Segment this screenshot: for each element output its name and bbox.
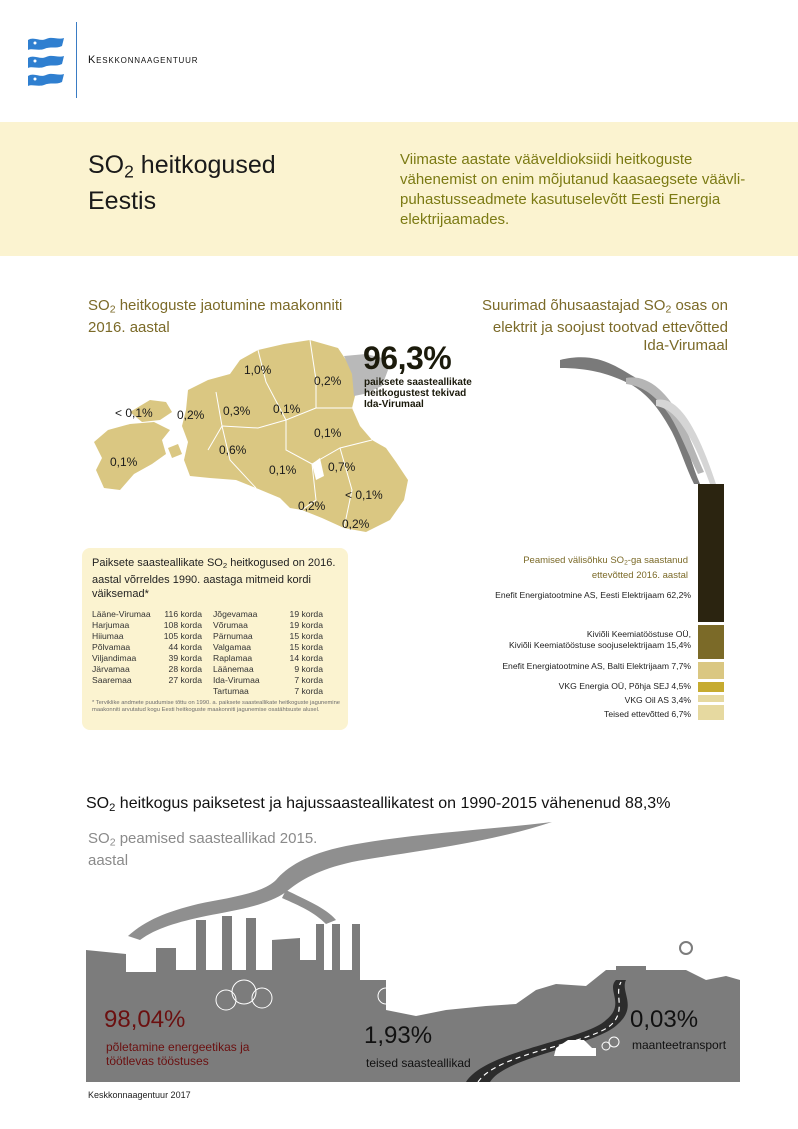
source-value: 98,04%: [104, 1006, 186, 1033]
comparison-row: Raplamaa 14 korda: [213, 653, 323, 663]
footer-credit: Keskkonnaagentuur 2017: [88, 1090, 191, 1100]
map-label: 0,2%: [342, 517, 370, 531]
map-label: 0,6%: [219, 443, 247, 457]
agency-name: Keskkonnaagentuur: [88, 54, 199, 66]
comparison-row: Järvamaa 28 korda: [92, 664, 202, 674]
intro-text: Viimaste aastate vääveldioksiidi heitkoguste vähenemist on enim mõjutanud kaasaegsete väävli-puhastusseadmete kasutuselevõtt Eesti Energia elektrijaamades.: [400, 151, 746, 228]
polluter-bar-segment: [698, 682, 724, 692]
comparison-row: Hiiumaa 105 korda: [92, 631, 202, 641]
map-label: 0,3%: [223, 404, 251, 418]
polluter-label: VKG Energia OÜ, Põhja SEJ 4,5%: [558, 681, 691, 691]
map-heading: $SO_2$ heitkoguste jaotumine maakonniti 2016. aastal: [88, 297, 343, 336]
map-label: 0,2%: [314, 374, 342, 388]
comparison-row: Läänemaa 9 korda: [213, 664, 323, 674]
comparison-row: Valgamaa 15 korda: [213, 642, 323, 652]
comparison-row: Jõgevamaa 19 korda: [213, 609, 323, 619]
comparison-row: Põlvamaa 44 korda: [92, 642, 202, 652]
map-label: 0,7%: [328, 460, 356, 474]
comparison-row: Tartumaa 7 korda: [213, 686, 323, 696]
chimney-smoke-illustration: [560, 350, 730, 490]
polluter-label: Enefit Energiatootmine AS, Balti Elektrijaam 7,7%: [502, 661, 691, 671]
source-label: maanteetransport: [632, 1038, 727, 1052]
estonian-lions-logo: [26, 34, 66, 88]
polluters-subheading: Peamised välisõhku $SO_2-ga$ saastanud ettevõtted 2016. aastal: [523, 555, 688, 581]
comparison-row: Pärnumaa 15 korda: [213, 631, 323, 641]
map-label: 0,2%: [298, 499, 326, 513]
source-value: 1,93%: [364, 1022, 433, 1049]
page-title: $SO_2$ heitkogused Eestis: [88, 151, 276, 216]
source-label: teised saasteallikad: [366, 1056, 471, 1070]
sources-title: $SO_2$ heitkogus paiksetest ja hajussaasteallikatest on 1990-2015 vähenenud 88,3%: [86, 795, 671, 814]
comparison-title: Paiksete saasteallikate $SO_2$ heitkogused on 2016. aastal võrreldes 1990. aastaga mitmeid kordi väiksemad*: [92, 557, 336, 600]
sources-heading: $SO_2$ peamised saasteallikad 2015. aastal: [88, 830, 318, 869]
ida-virumaa-caption: paiksete saasteallikate heitkogustest tekivad Ida-Virumaal: [364, 377, 472, 410]
polluter-label: VKG Oil AS 3,4%: [624, 695, 691, 705]
map-label: 0,1%: [269, 463, 297, 477]
map-label: 0,1%: [110, 455, 138, 469]
comparison-row: Ida-Virumaa 7 korda: [213, 675, 323, 685]
source-label: põletamine energeetikas ja töötlevas tööstuses: [106, 1040, 250, 1068]
polluter-label: Kiviõli Keemiatööstuse OÜ, Kiviõli Keemiatööstuse soojuselektrijaam 15,4%: [509, 629, 691, 650]
comparison-row: Lääne-Virumaa 116 korda: [92, 609, 202, 619]
polluter-bar-segment: [698, 662, 724, 679]
map-label: 0,1%: [273, 402, 301, 416]
polluter-bar-segment: [698, 695, 724, 703]
ida-virumaa-share: 96,3%: [363, 340, 452, 376]
logo-divider: [76, 22, 77, 98]
source-value: 0,03%: [630, 1006, 699, 1033]
map-label: 1,0%: [244, 363, 272, 377]
map-label: < 0,1%: [345, 488, 383, 502]
comparison-row: Viljandimaa 39 korda: [92, 653, 202, 663]
map-label: < 0,1%: [115, 406, 153, 420]
polluter-label: Enefit Energiatootmine AS, Eesti Elektrijaam 62,2%: [495, 590, 691, 600]
map-label: 0,2%: [177, 408, 205, 422]
map-muhu: [168, 444, 182, 458]
comparison-footnote: * Terviklike andmete puudumise tõttu on 1990. a. paiksete saasteallikate heitkoguste jagunemine maakonniti arvutatud kogu Eesti heitkoguste maakonniti jagunemise osatähtsuste alusel.: [92, 700, 341, 713]
comparison-row: Saaremaa 27 korda: [92, 675, 202, 685]
comparison-row: Harjumaa 108 korda: [92, 620, 202, 630]
polluter-label: Teised ettevõtted 6,7%: [604, 709, 691, 719]
map-label: 0,1%: [314, 426, 342, 440]
polluters-heading: Suurimad õhusaastajad $SO_2$ osas on elektrit ja soojust tootvad ettevõtted Ida-Virumaal: [481, 297, 728, 354]
polluter-bar-segment: [698, 705, 724, 720]
polluter-bar-segment: [698, 484, 724, 622]
polluter-bar-segment: [698, 625, 724, 659]
comparison-row: Võrumaa 19 korda: [213, 620, 323, 630]
